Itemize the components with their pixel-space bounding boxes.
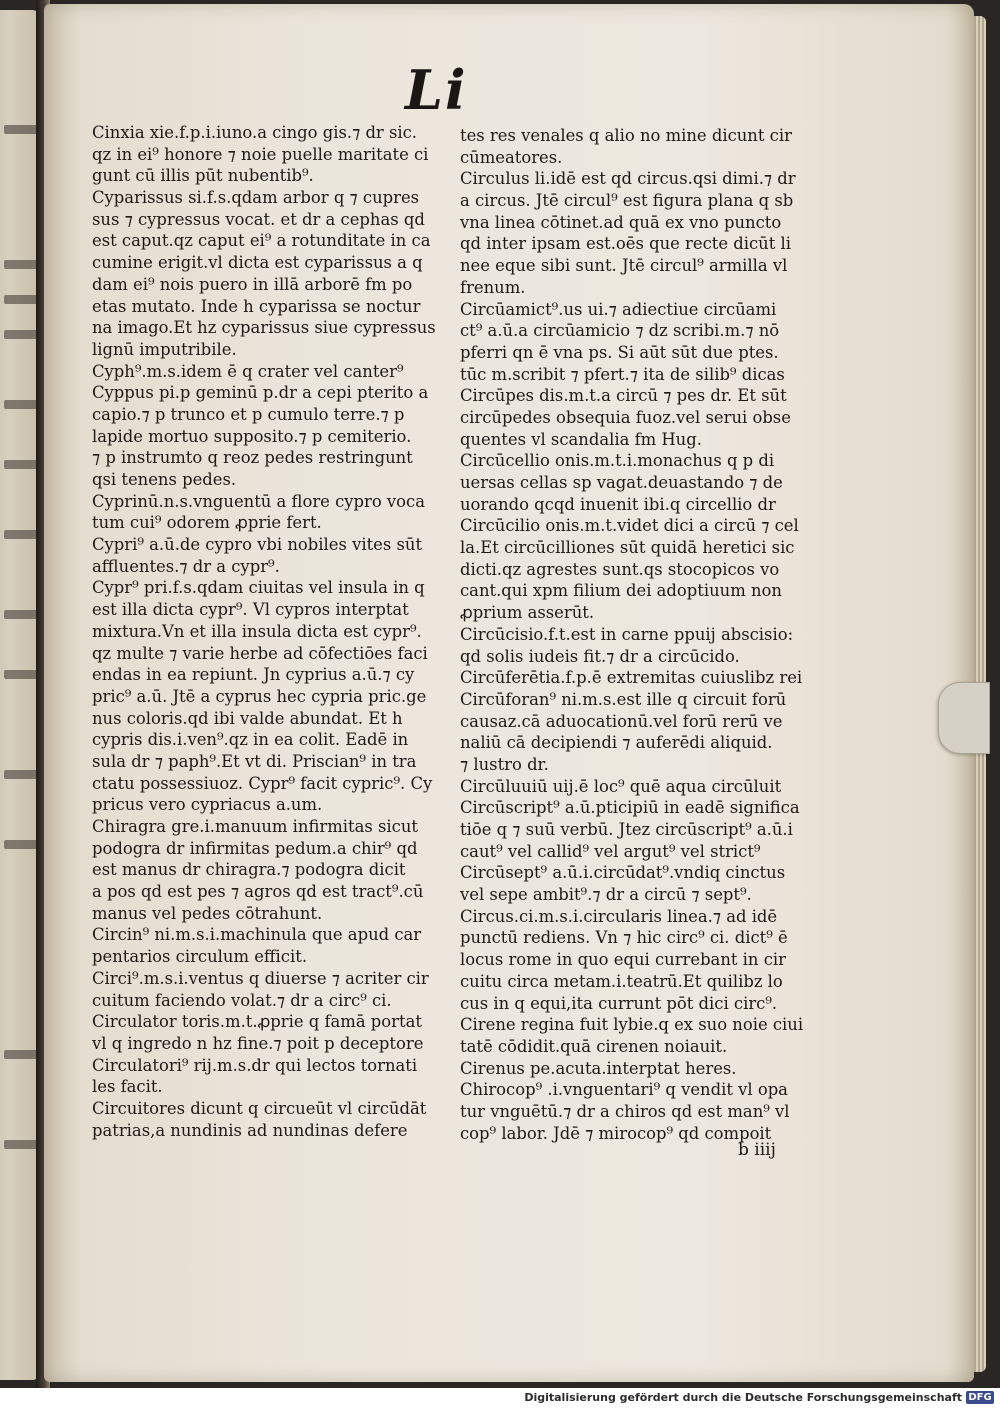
text-line: Circūferētia.f.p.ē extremitas cuiuslibz rei — [460, 668, 803, 688]
text-line: a circus. Jtē circul⁹ est figura plana q sb — [460, 191, 794, 211]
text-line: causaz.cā aduocationū.vel forū rerū ve — [460, 711, 783, 731]
text-line: dicti.qz agrestes sunt.qs stocopicos vo — [460, 559, 780, 579]
facing-page-text — [4, 610, 40, 619]
text-line: vel sepe ambit⁹.⁊ dr a circū ⁊ sept⁹. — [460, 885, 752, 905]
text-line: cuitum faciendo volat.⁊ dr a circ⁹ ci. — [92, 990, 392, 1010]
text-line: sus ⁊ cypressus vocat. et dr a cephas qd — [92, 209, 425, 229]
text-line: Circūforan⁹ ni.m.s.est ille q circuit forū — [460, 689, 787, 709]
text-line: naliū cā decipiendi ⁊ auferēdi aliquid. — [460, 733, 773, 753]
text-line: vl q ingredo n hz fine.⁊ poit p deceptore — [92, 1033, 424, 1053]
text-line: tūc m.scribit ⁊ pfert.⁊ ita de silib⁹ dicas — [460, 364, 785, 384]
facing-page-text — [4, 260, 40, 269]
dfg-logo[interactable]: DFG — [966, 1391, 994, 1404]
text-line: Cyppus pi.p geminū p.dr a cepi pterito a — [92, 383, 429, 403]
text-line: gunt cū illis pūt nubentib⁹. — [92, 166, 314, 186]
text-line: vna linea cōtinet.ad quā ex vno puncto — [460, 212, 782, 232]
text-line: la.Et circūcilliones sūt quidā heretici sic — [460, 538, 795, 558]
text-line: Chiragra gre.i.manuum infirmitas sicut — [92, 817, 418, 836]
text-line: a pos qd est pes ⁊ agros qd est tract⁹.cū — [92, 882, 424, 902]
facing-page-text — [4, 295, 40, 304]
text-line: Chirocop⁹ .i.vnguentari⁹ q vendit vl opa — [460, 1080, 788, 1100]
facing-page-text — [4, 770, 40, 779]
text-line: frenum. — [460, 277, 526, 297]
text-line: cūmeatores. — [460, 147, 563, 167]
text-line: Cyprinū.n.s.vnguentū a flore cypro voca — [92, 491, 426, 511]
text-line: punctū rediens. Vn ⁊ hic circ⁹ ci. dict⁹ ē — [460, 928, 788, 948]
text-line: les facit. — [92, 1077, 163, 1097]
text-line: ⁊ lustro dr. — [460, 754, 549, 774]
text-line: Circūsept⁹ a.ū.i.circūdat⁹.vndiq cinctus — [460, 863, 786, 883]
text-line: Circūpes dis.m.t.a circū ⁊ pes dr. Et sūt — [460, 386, 787, 406]
text-line: sula dr ⁊ paph⁹.Et vt di. Priscian⁹ in tra — [92, 751, 417, 771]
facing-page-text — [4, 670, 40, 679]
text-line: ꝓprium asserūt. — [460, 603, 595, 623]
facing-page-text — [4, 460, 40, 469]
text-line: pentarios circulum efficit. — [92, 947, 308, 967]
text-line: est manus dr chiragra.⁊ podogra dicit — [92, 860, 406, 880]
text-line: qz multe ⁊ varie herbe ad cōfectiōes faci — [92, 643, 428, 663]
text-line: tes res venales q alio no mine dicunt cir — [460, 126, 792, 145]
text-line: lignū imputribile. — [92, 339, 237, 359]
text-line: affluentes.⁊ dr a cypr⁹. — [92, 556, 280, 576]
text-line: Cyparissus si.f.s.qdam arbor q ⁊ cupres — [92, 188, 420, 208]
text-line: Cirenus pe.acuta.interptat heres. — [460, 1058, 737, 1078]
text-line: patrias,a nundinis ad nundinas defere — [92, 1120, 408, 1140]
text-line: qd inter ipsam est.oēs que recte dicūt li — [460, 234, 792, 254]
text-line: cus in q equi,ita currunt pōt dici circ⁹. — [460, 993, 778, 1013]
facing-page-text — [4, 840, 40, 849]
text-line: etas mutato. Inde h cyparissa se noctur — [92, 296, 421, 316]
facing-page-text — [4, 1050, 40, 1059]
footer-bar — [0, 1388, 1000, 1408]
text-line: cuitu circa metam.i.teatrū.Et quilibz lo — [460, 971, 783, 991]
text-line: manus vel pedes cōtrahunt. — [92, 903, 323, 923]
text-line: Circulus li.idē est qd circus.qsi dimi.⁊ dr — [460, 169, 796, 189]
text-line: Circūcisio.f.t.est in carne ppuij abscisio: — [460, 624, 794, 644]
text-line: Cinxia xie.f.p.i.iuno.a cingo gis.⁊ dr sic. — [92, 123, 418, 142]
facing-page-text — [4, 530, 40, 539]
text-line: caut⁹ vel callid⁹ vel argut⁹ vel strict⁹ — [460, 841, 761, 861]
text-line: endas in ea repiunt. Jn cyprius a.ū.⁊ cy — [92, 665, 415, 685]
text-line: podogra dr infirmitas pedum.a chir⁹ qd — [92, 838, 418, 858]
text-line: est caput.qz caput ei⁹ a rotunditate in ca — [92, 231, 431, 251]
text-line: pric⁹ a.ū. Jtē a cyprus hec cypria pric.ge — [92, 686, 427, 706]
text-line: circūpedes obsequia fuoz.vel serui obse — [460, 407, 791, 427]
facing-page-text — [4, 400, 40, 409]
text-line: Circulator toris.m.t.ꝓprie q famā portat — [92, 1012, 422, 1032]
text-line: Cyph⁹.m.s.idem ē q crater vel canter⁹ — [92, 361, 404, 381]
text-line: quentes vl scandalia fm Hug. — [460, 429, 702, 449]
folio-number: Li — [405, 58, 468, 122]
text-line: Circin⁹ ni.m.s.i.machinula que apud car — [92, 925, 422, 945]
text-line: pferri qn ē vna ps. Si aūt sūt due ptes. — [460, 342, 779, 362]
text-line: tiōe q ⁊ suū verbū. Jtez circūscript⁹ a.ū.i — [460, 820, 793, 839]
text-line: cumine erigit.vl dicta est cyparissus a q — [92, 253, 423, 273]
text-line: qz in ei⁹ honore ⁊ noie puelle maritate ci — [92, 144, 429, 164]
text-column-left — [92, 122, 464, 1141]
text-line: pricus vero cypriacus a.um. — [92, 795, 323, 815]
text-line: nee eque sibi sunt. Jtē circul⁹ armilla vl — [460, 256, 788, 276]
text-line: Circulatori⁹ rij.m.s.dr qui lectos tornati — [92, 1055, 418, 1075]
text-line: ctatu possessiuoz. Cypr⁹ facit cypric⁹. Cy — [92, 773, 433, 793]
text-line: Cypr⁹ pri.f.s.qdam ciuitas vel insula in q — [92, 578, 425, 598]
text-line: Circūcellio onis.m.t.i.monachus q p di — [460, 451, 775, 471]
text-line: Cypri⁹ a.ū.de cypro vbi nobiles vites sūt — [92, 535, 423, 555]
page-clip — [938, 682, 990, 754]
text-line: est illa dicta cypr⁹. Vl cypros interptat — [92, 600, 409, 620]
text-line: Cirene regina fuit lybie.q ex suo noie ciui — [460, 1015, 804, 1035]
text-line: cypris dis.i.ven⁹.qz in ea colit. Eadē in — [92, 730, 409, 750]
text-line: lapide mortuo supposito.⁊ p cemiterio. — [92, 426, 412, 446]
text-line: Circūscript⁹ a.ū.pticipiū in eadē significa — [460, 798, 800, 818]
text-line: Circūluuiū uij.ē loc⁹ quē aqua circūluit — [460, 776, 782, 796]
text-column-right — [460, 125, 820, 1144]
text-line: tur vnguētū.⁊ dr a chiros qd est man⁹ vl — [460, 1101, 790, 1121]
footer-credit: Digitalisierung gefördert durch die Deutsche Forschungsgemeinschaft — [524, 1391, 962, 1404]
text-line: cop⁹ labor. Jdē ⁊ mirocop⁹ qd compoit — [460, 1123, 772, 1143]
text-line: Circūcilio onis.m.t.videt dici a circū ⁊ cel — [460, 516, 799, 536]
text-line: dam ei⁹ nois puero in illā arborē fm po — [92, 274, 413, 294]
text-line: ct⁹ a.ū.a circūamicio ⁊ dz scribi.m.⁊ nō — [460, 321, 780, 341]
text-line: qsi tenens pedes. — [92, 470, 237, 489]
signature-mark: b iiij — [738, 1140, 776, 1160]
facing-page-text — [4, 330, 40, 339]
text-line: Circūamict⁹.us ui.⁊ adiectiue circūami — [460, 299, 777, 319]
text-line: uersas cellas sp vagat.deuastando ⁊ de — [460, 473, 783, 492]
text-line: qd solis iudeis fit.⁊ dr a circūcido. — [460, 646, 740, 666]
text-line: capio.⁊ p trunco et p cumulo terre.⁊ p — [92, 404, 405, 424]
text-line: uorando qcqd inuenit ibi.q circellio dr — [460, 494, 776, 514]
text-line: Circuitores dicunt q circueūt vl circūdāt — [92, 1098, 427, 1118]
facing-page-text — [4, 1140, 40, 1149]
text-line: tum cui⁹ odorem ꝓprie fert. — [92, 513, 322, 533]
text-line: locus rome in quo equi currebant in cir — [460, 950, 786, 970]
text-line: nus coloris.qd ibi valde abundat. Et h — [92, 708, 403, 728]
text-line: tatē cōdidit.quā cirenen noiauit. — [460, 1036, 728, 1056]
text-line: na imago.Et hz cyparissus siue cypressus — [92, 318, 436, 338]
text-line: Circi⁹.m.s.i.ventus q diuerse ⁊ acriter cir — [92, 968, 429, 988]
text-line: ⁊ p instrumto q reoz pedes restringunt — [92, 448, 413, 468]
text-line: cant.qui xpm filium dei adoptiuum non — [460, 581, 782, 601]
text-line: mixtura.Vn et illa insula dicta est cypr⁹. — [92, 621, 422, 641]
text-line: Circus.ci.m.s.i.circularis linea.⁊ ad idē — [460, 906, 778, 926]
facing-page-text — [4, 125, 40, 134]
